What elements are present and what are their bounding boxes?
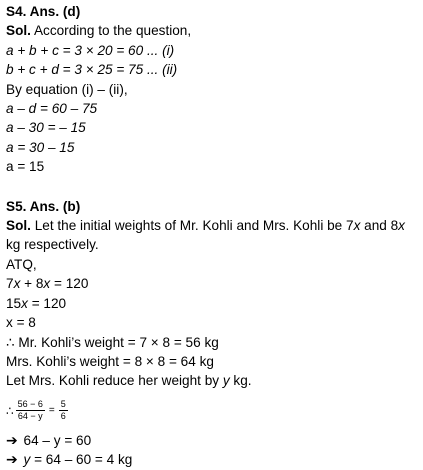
arrow-right-icon: ➔ bbox=[6, 451, 18, 468]
therefore-symbol: ∴ bbox=[6, 403, 14, 418]
s5-step-2: ➔ y = 64 – 60 = 4 kg bbox=[6, 451, 133, 468]
s4-eq1: a + b + c = 3 × 20 = 60 ... (i) bbox=[6, 42, 175, 58]
s4-sol-intro: Sol. According to the question, bbox=[6, 23, 192, 39]
s5-sol-intro: Sol. Let the initial weights of Mr. Kohli and Mrs. Kohli be 7x and 8x kg respectively. bbox=[6, 218, 405, 253]
s4-step3: a = 30 – 15 bbox=[6, 139, 75, 155]
s5-eq-b: 15x = 120 bbox=[6, 295, 67, 311]
s5-reduce: Let Mrs. Kohli reduce her weight by y kg. bbox=[6, 373, 252, 389]
s5-mr-weight: ∴ Mr. Kohli’s weight = 7 × 8 = 56 kg bbox=[6, 334, 219, 350]
s4-eq2: b + c + d = 3 × 25 = 75 ... (ii) bbox=[6, 62, 178, 78]
s5-mrs-weight: Mrs. Kohli’s weight = 8 × 8 = 64 kg bbox=[6, 353, 214, 369]
s4-step1: a – d = 60 – 75 bbox=[6, 101, 98, 117]
equals-sign: = bbox=[48, 405, 55, 417]
s4-step2: a – 30 = – 15 bbox=[6, 120, 86, 136]
s5-heading: S5. Ans. (b) bbox=[6, 198, 81, 214]
fraction-left-numerator: 56 − 6 bbox=[17, 399, 43, 410]
s5-step-1: ➔ 64 – y = 60 bbox=[6, 431, 92, 448]
fraction-left-denominator: 64 − y bbox=[17, 411, 43, 422]
s4-by-equation: By equation (i) – (ii), bbox=[6, 81, 128, 97]
arrow-right-icon: ➔ bbox=[6, 431, 18, 448]
s5-eq-a: 7x + 8x = 120 bbox=[6, 276, 89, 292]
fraction-right-numerator: 5 bbox=[60, 399, 66, 410]
sol-label: Sol. bbox=[6, 23, 31, 39]
solution-document bbox=[6, 2, 418, 470]
s5-atq: ATQ, bbox=[6, 256, 37, 272]
section-gap bbox=[6, 177, 418, 197]
s4-result: a = 15 bbox=[6, 159, 45, 175]
s5-x-value: x = 8 bbox=[6, 315, 36, 331]
sol-label: Sol. bbox=[6, 218, 31, 234]
fraction-right-denominator: 6 bbox=[60, 411, 66, 422]
fraction-left bbox=[16, 399, 45, 422]
s4-heading: S4. Ans. (d) bbox=[6, 4, 81, 19]
s5-fraction-equation bbox=[6, 391, 418, 431]
fraction-right bbox=[59, 399, 68, 422]
